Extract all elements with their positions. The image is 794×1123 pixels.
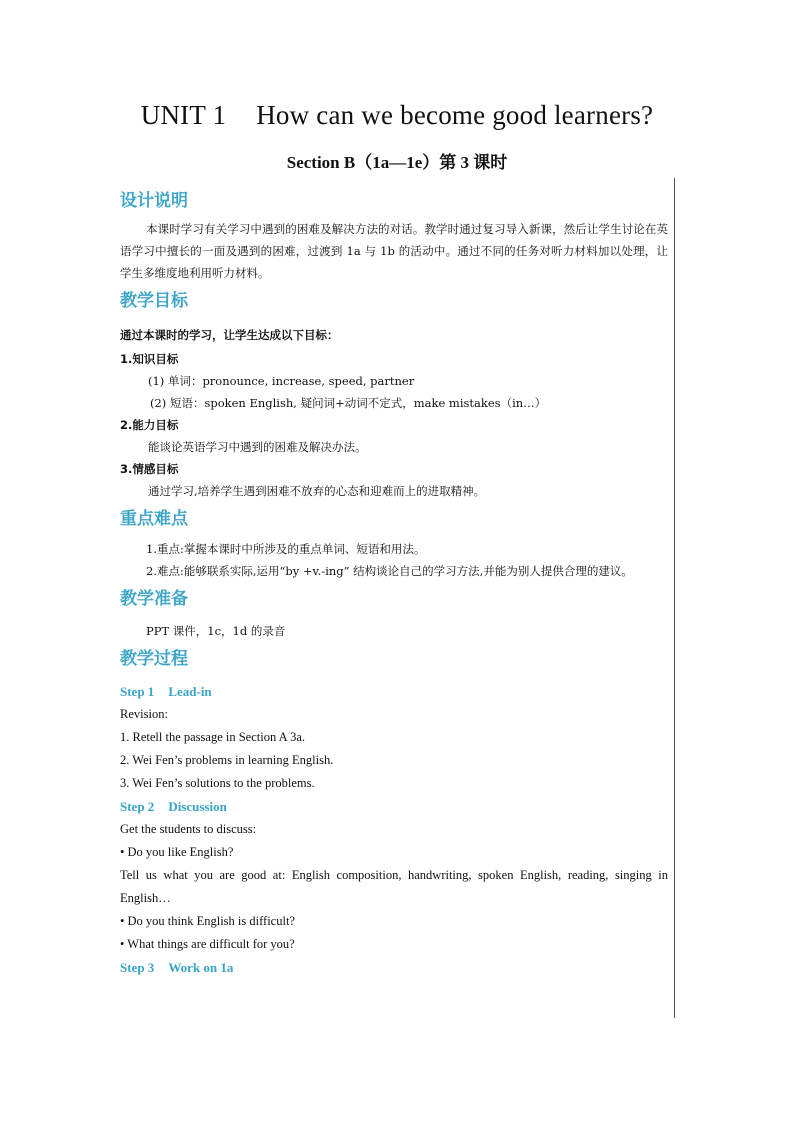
step-2-line: • Do you think English is difficult? <box>120 914 295 928</box>
preparation-text: PPT 课件，1c，1d 的录音 <box>146 624 286 638</box>
step-1-line: 1. Retell the passage in Section A 3a. <box>120 730 306 744</box>
ability-text: 能谈论英语学习中遇到的困难及解决办法。 <box>148 440 367 454</box>
step-2-line: • Do you like English? <box>120 845 234 859</box>
step-2-line: Tell us what you are good at: English composition, handwriting, spoken English, reading, singing in English… <box>120 868 668 905</box>
step-1-line: 2. Wei Fen’s problems in learning English. <box>120 753 334 767</box>
step-1-number: Step 1 <box>120 684 155 699</box>
step-2-title <box>120 795 668 818</box>
key-point-2: 2.难点:能够联系实际,运用“by +v.-ing” 结构谈论自己的学习方法,并能为别人提供合理的建议。 <box>146 564 633 578</box>
step-3-title <box>120 956 668 979</box>
ability-label: 2.能力目标 <box>120 418 179 432</box>
page-subtitle: Section B（1a—1e）第 3 课时 <box>286 153 508 172</box>
knowledge-item-1: (1) 单词：pronounce, increase, speed, partner <box>148 374 415 388</box>
content-body <box>120 186 668 979</box>
heading-design: 设计说明 <box>120 191 188 211</box>
unit-label: UNIT 1 <box>140 100 227 130</box>
design-text: 本课时学习有关学习中遇到的困难及解决方法的对话。教学时通过复习导入新课，然后让学生讨论在英语学习中擅长的一面及遇到的困难，过渡到 1a 与 1b 的活动中。通过不同的任务对听力材料加以处理，让学生多维度地利用听力材料。 <box>120 222 668 280</box>
step-3-name: Work on 1a <box>168 960 234 975</box>
step-2-line: • What things are difficult for you? <box>120 937 295 951</box>
page-title <box>0 100 794 131</box>
step-1-title <box>120 680 668 703</box>
heading-preparation: 教学准备 <box>120 589 188 609</box>
knowledge-item-2: (2) 短语：spoken English, 疑问词+动词不定式，make mistakes（in…） <box>150 396 547 410</box>
step-1-line: Revision: <box>120 707 168 721</box>
step-2-number: Step 2 <box>120 799 155 814</box>
goals-intro: 通过本课时的学习，让学生达成以下目标： <box>120 328 339 342</box>
step-1-name: Lead-in <box>168 684 212 699</box>
step-3-number: Step 3 <box>120 960 155 975</box>
step-1-line: 3. Wei Fen’s solutions to the problems. <box>120 776 315 790</box>
heading-key-points: 重点难点 <box>120 509 188 529</box>
heading-goals: 教学目标 <box>120 291 188 311</box>
heading-process: 教学过程 <box>120 649 188 669</box>
emotion-label: 3.情感目标 <box>120 462 179 476</box>
right-margin-rule <box>674 178 675 1018</box>
key-point-1: 1.重点:掌握本课时中所涉及的重点单词、短语和用法。 <box>146 542 426 556</box>
unit-title: How can we become good learners? <box>256 100 654 130</box>
step-2-name: Discussion <box>168 799 227 814</box>
emotion-text: 通过学习,培养学生遇到困难不放弃的心态和迎难而上的进取精神。 <box>148 484 486 498</box>
step-2-line: Get the students to discuss: <box>120 822 257 836</box>
knowledge-label: 1.知识目标 <box>120 352 179 366</box>
